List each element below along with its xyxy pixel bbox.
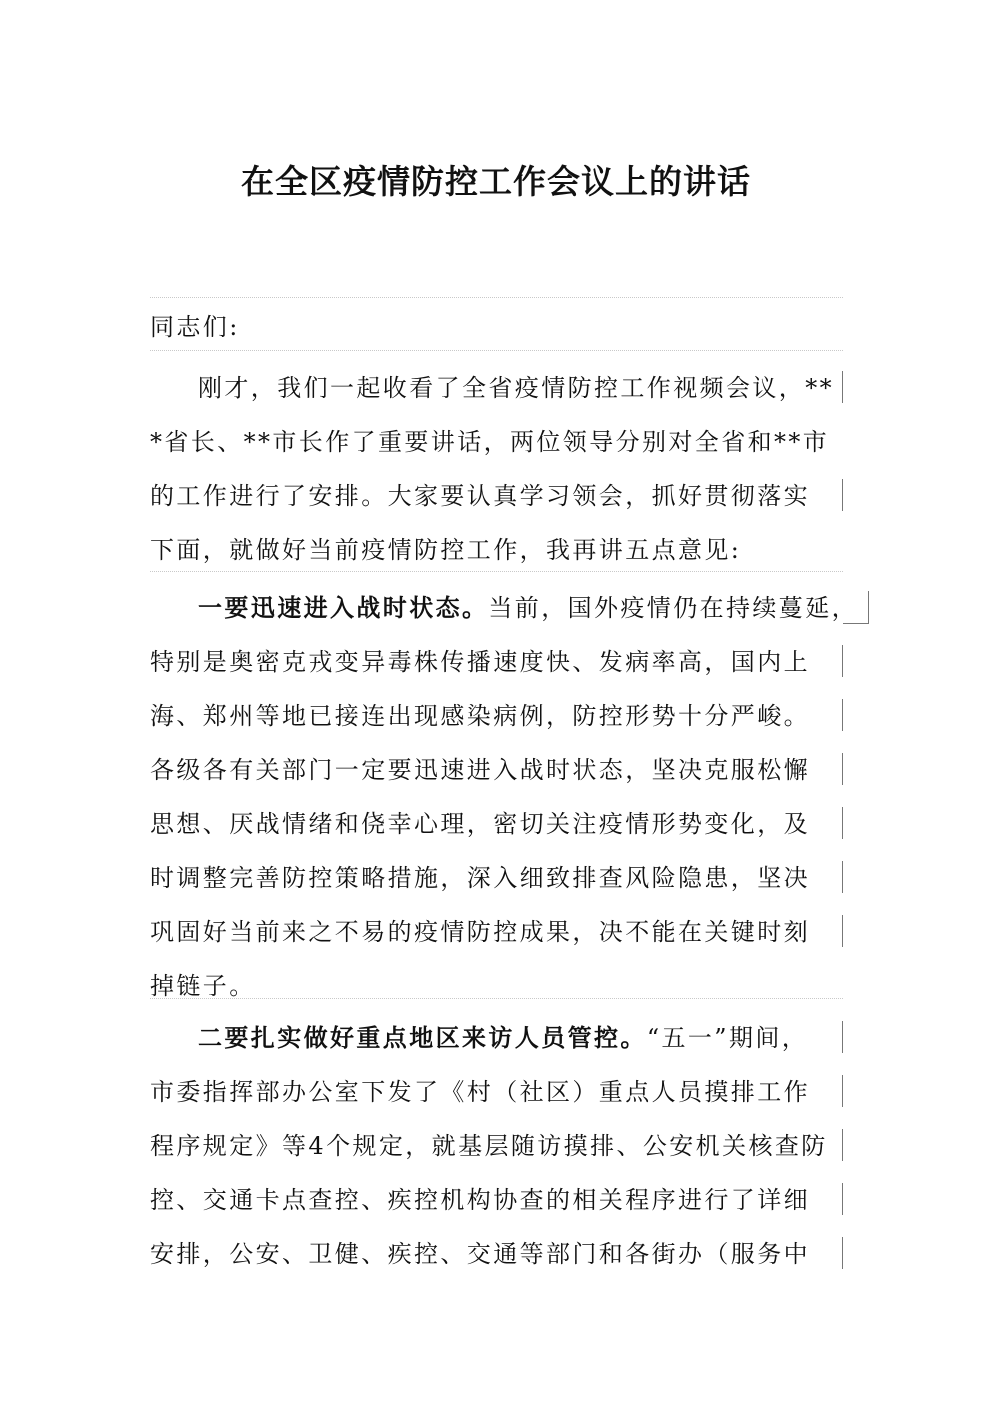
separator (150, 297, 843, 298)
section-heading: 一要迅速进入战时状态。 (198, 593, 489, 622)
paragraph-intro (150, 361, 843, 577)
paragraph-line: 的工作进行了安排。大家要认真学习领会，抓好贯彻落实 (150, 469, 843, 523)
paragraph-line: 巩固好当前来之不易的疫情防控成果，决不能在关键时刻 (150, 905, 843, 959)
paragraph-line: 程序规定》等4个规定，就基层随访摸排、公安机关核查防 (150, 1119, 843, 1173)
separator (150, 571, 843, 572)
paragraph-point-1 (150, 581, 859, 1013)
salutation (150, 300, 843, 354)
paragraph-line: 思想、厌战情绪和侥幸心理，密切关注疫情形势变化，及 (150, 797, 843, 851)
paragraph-line (150, 1011, 843, 1065)
paragraph-line: 海、郑州等地已接连出现感染病例，防控形势十分严峻。 (150, 689, 843, 743)
paragraph-line: 控、交通卡点查控、疾控机构协查的相关程序进行了详细 (150, 1173, 843, 1227)
paragraph-line: *省长、**市长作了重要讲话，两位领导分别对全省和**市 (150, 428, 830, 456)
document-title: 在全区疫情防控工作会议上的讲话 (241, 162, 751, 201)
paragraph-line: 下面，就做好当前疫情防控工作，我再讲五点意见: (150, 536, 742, 564)
paragraph-line: 市委指挥部办公室下发了《村（社区）重点人员摸排工作 (150, 1065, 843, 1119)
separator (150, 350, 843, 351)
salutation-text: 同志们: (150, 313, 240, 341)
paragraph-line: 各级各有关部门一定要迅速进入战时状态，坚决克服松懈 (150, 743, 843, 797)
paragraph-line: 安排，公安、卫健、疾控、交通等部门和各街办（服务中 (150, 1227, 843, 1281)
paragraph-text: 当前，国外疫情仍在持续蔓延， (488, 594, 859, 622)
paragraph-line: 刚才，我们一起收看了全省疫情防控工作视频会议，** (150, 361, 843, 415)
section-heading: 二要扎实做好重点地区来访人员管控。 (198, 1023, 647, 1052)
paragraph-text: “五一”期间， (646, 1024, 809, 1052)
paragraph-point-2 (150, 1011, 843, 1281)
paragraph-line: 特别是奥密克戎变异毒株传播速度快、发病率高，国内上 (150, 635, 843, 689)
paragraph-line: 时调整完善防控策略措施，深入细致排查风险隐患，坚决 (150, 851, 843, 905)
separator (150, 998, 843, 999)
paragraph-line: 掉链子。 (150, 972, 256, 1000)
paragraph-line (150, 581, 859, 635)
